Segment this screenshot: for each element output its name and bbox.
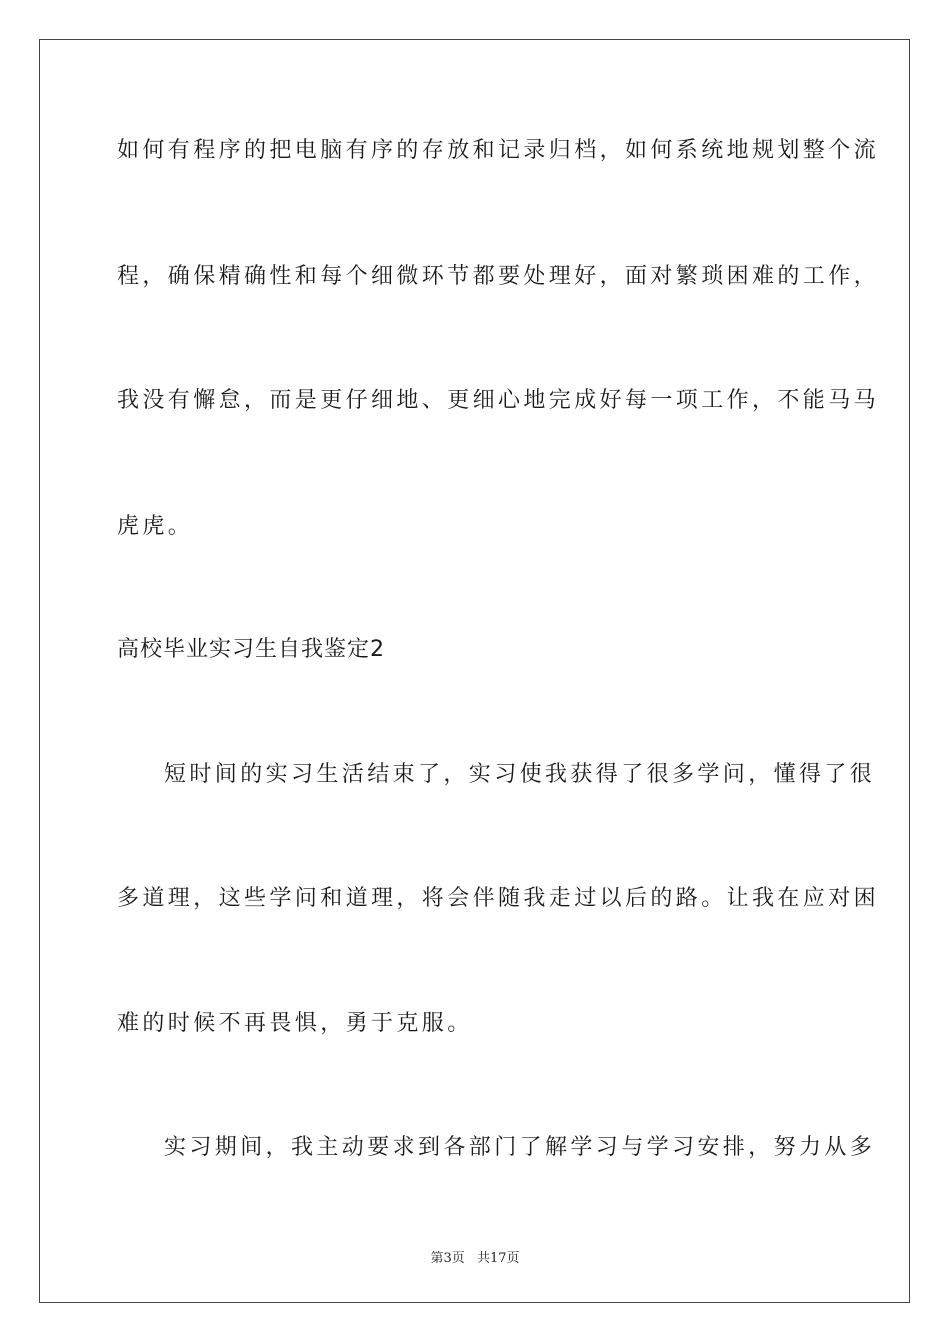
body-line: 短时间的实习生活结束了，实习使我获得了很多学问，懂得了很 <box>164 762 876 787</box>
body-line: 我没有懈怠，而是更仔细地、更细心地完成好每一项工作，不能马马 <box>117 388 880 413</box>
body-line: 难的时候不再畏惧，勇于克服。 <box>117 1011 473 1036</box>
body-line: 虎虎。 <box>117 514 194 539</box>
body-line: 多道理，这些学问和道理，将会伴随我走过以后的路。让我在应对困 <box>117 886 880 911</box>
body-line: 实习期间，我主动要求到各部门了解学习与学习安排，努力从多 <box>164 1135 876 1160</box>
page-number: 第3页 <box>430 1251 465 1266</box>
page-border <box>39 39 910 1303</box>
page-total: 共17页 <box>476 1251 520 1266</box>
body-line: 如何有程序的把电脑有序的存放和记录归档，如何系统地规划整个流 <box>117 138 880 163</box>
page-footer <box>0 1247 950 1266</box>
section-heading: 高校毕业实习生自我鉴定2 <box>117 637 385 662</box>
body-line: 程，确保精确性和每个细微环节都要处理好，面对繁琐困难的工作， <box>117 264 880 289</box>
